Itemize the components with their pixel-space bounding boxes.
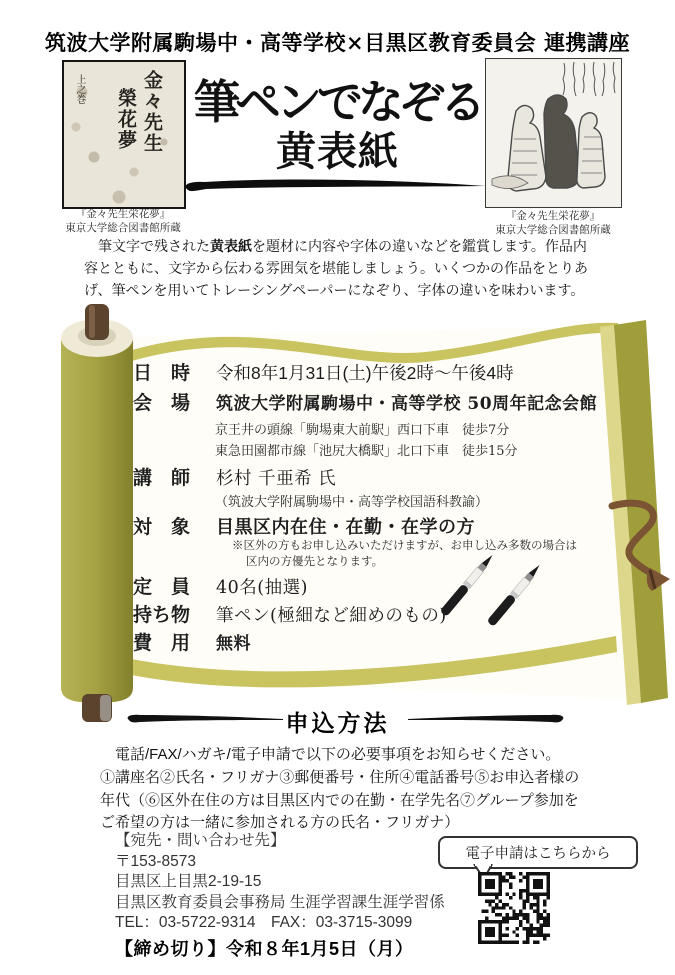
main-title-line2: 黄表紙 [276,128,399,175]
detail-row-venue: 会 場 筑波大学附属駒場中・高等学校 50周年記念会館 [133,393,598,414]
cover-title-column: 金々先生 [141,70,163,154]
brush-stroke-left [125,714,287,726]
cover-left-caption: 『金々先生栄花夢』 東京大学総合図書館所蔵 [65,208,181,235]
detail-row-capacity: 定 員 40名(抽選) [133,577,308,598]
e-apply-bubble: 電子申請はこちらから [438,836,638,869]
deadline: 【締め切り】令和８年1月5日（月） [115,938,414,959]
course-header: 筑波大学附属駒場中・高等学校×目黒区教育委員会 連携講座 [45,30,630,55]
contact-postal: 〒153-8573 [115,852,197,870]
detail-row-fee: 費 用 無料 [133,633,252,654]
roller-knob-top [85,304,109,340]
intro-paragraph: 筆文字で残された黄表紙を題材に内容や字体の違いなどを鑑賞します。作品内容とともに、文字から伝わる雰囲気を堪能しましょう。いくつかの作品をとりあげ、筆ペンを用いてトレーシングペーパーになぞり、字体の違いを味わいます。 [84,238,588,298]
contact-address: 目黒区上目黒2-19-15 [115,873,262,890]
detail-row-target: 対 象 目黒区内在住・在勤・在学の方 [133,517,476,538]
cover-right-caption: 『金々先生栄花夢』 東京大学総合図書館所蔵 [495,210,611,237]
qr-code [478,872,550,944]
target-note: 区内の方優先となります。 [246,554,384,568]
lecturer-note: （筑波大学附属駒場中・高等学校国語科教諭） [215,495,489,510]
scroll-panel [0,300,675,740]
apply-intro: 電話/FAX/ハガキ/電子申請で以下の必要事項をお知らせください。 [115,746,561,763]
venue-access-note: 東急田園都市線「池尻大橋駅」北口下車 徒歩15分 [215,444,518,459]
brush-underline [182,177,492,197]
detail-row-date: 日 時 令和8年1月31日(土)午後2時～午後4時 [133,363,514,384]
contact-heading: 【宛先・問い合わせ先】 [115,832,286,849]
apply-heading: 申込方法 [285,710,390,736]
main-title-line1: 筆ペンでなぞる [194,75,481,129]
brush-stroke-right [404,714,566,726]
detail-row-lecturer: 講 師 杉村 千亜希 氏 [133,468,337,489]
cover-volume-label: 上之巻 [74,74,85,104]
contact-tel-fax: TEL：03-5722-9314 FAX：03-3715-3099 [115,914,413,931]
detail-row-bring: 持ち物 筆ペン(極細など細めのもの) [133,605,447,626]
contact-office: 目黒区教育委員会事務局 生涯学習課生涯学習係 [115,893,445,911]
target-note: ※区外の方もお申し込みいただけますが、お申し込み多数の場合は [232,538,577,552]
apply-required-items: ①講座名②氏名・フリガナ③郵便番号・住所④電話番号⑤お申込者様の年代（⑥区外在住の方は目黒区内での在勤・在学先名⑦グループ参加をご希望の方は一緒に参加される方の氏名・フリガナ） [100,769,580,831]
scroll-roller [61,340,133,702]
venue-access-note: 京王井の頭線「駒場東大前駅」西口下車 徒歩7分 [215,423,510,438]
cover-title-column: 榮花夢 [115,88,137,151]
contact-block [115,831,445,959]
